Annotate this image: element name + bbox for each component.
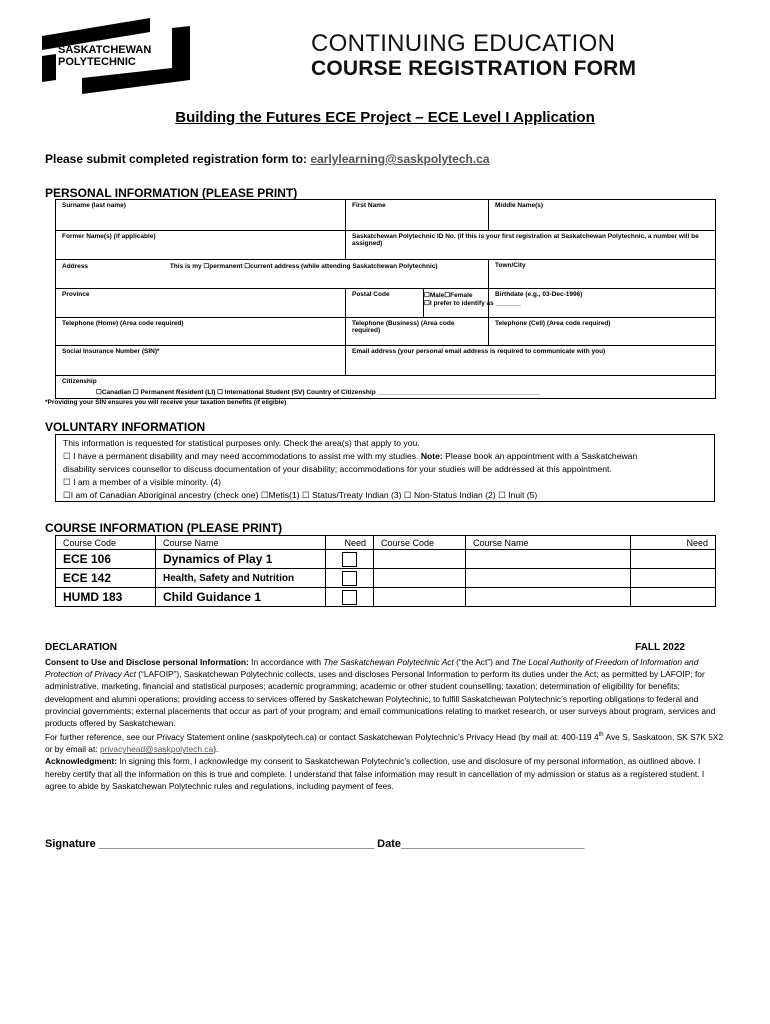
personal-info-heading: PERSONAL INFORMATION (PLEASE PRINT) [45,186,298,200]
header-need: Need [326,536,374,550]
course-info-heading: COURSE INFORMATION (PLEASE PRINT) [45,521,283,535]
address-label: Address [62,263,89,270]
ordinal-suffix: th [598,732,604,739]
course-table [55,535,716,607]
voluntary-intro: This information is requested for statistical purposes only. Check the area(s) that apply to you. [63,438,420,448]
gender-self-identify[interactable]: ☐I prefer to identify as _______ [424,300,521,307]
header-course-name-2: Course Name [466,536,631,550]
submit-instructions [45,152,490,166]
disability-option[interactable] [63,450,707,463]
course-name-2[interactable] [466,569,631,588]
citizenship-options[interactable]: ☐Canadian ☐ Permanent Resident (LI) ☐ International Student (SV) Country of Citizenship _____________________________________________ [96,389,541,396]
postal-code-field[interactable]: Postal Code [346,289,424,318]
course-code: ECE 142 [56,569,156,588]
gender-field[interactable] [424,289,521,318]
header-course-code: Course Code [56,536,156,550]
email-field[interactable]: Email address (your personal email address is required to communicate with you) [346,346,716,376]
citizenship-field[interactable] [56,376,716,399]
sin-field[interactable]: Social Insurance Number (SIN)* [56,346,346,376]
act-name: The Saskatchewan Polytechnic Act [323,657,454,667]
table-row [56,550,716,569]
header-course-code-2: Course Code [374,536,466,550]
declaration-header [45,642,685,653]
visible-minority-option[interactable]: ☐ I am a member of a visible minority. (4) [63,477,221,487]
course-name: Health, Safety and Nutrition [156,569,326,588]
course-code-2[interactable] [374,588,466,607]
first-name-field[interactable]: First Name [346,200,489,231]
consent-text: In accordance with [248,657,324,667]
disability-note-continued: disability services counsellor to discuss documentation of your disability; accommodations for your studies will be addressed at this appointment. [63,464,612,474]
surname-field[interactable]: Surname (last name) [56,200,346,231]
town-field[interactable]: Town/City [489,260,716,289]
course-name-2[interactable] [466,550,631,569]
table-row [56,569,716,588]
privacy-email-link[interactable]: privacyhead@saskpolytech.ca [99,744,214,755]
saskpolytech-logo [42,18,190,94]
signature-line[interactable]: Signature _____________________________________________ Date______________________________ [45,838,585,850]
need-cell [326,550,374,569]
further-reference-text: ). [213,744,219,755]
submit-email-link[interactable]: earlylearning@saskpolytech.ca [310,152,490,166]
middle-names-field[interactable]: Middle Name(s) [489,200,716,231]
personal-info-table [55,199,716,399]
further-reference-text: Ave S, Saskatoon, SK S7K 5X2 or by email at: [45,732,724,755]
student-id-field[interactable]: Saskatchewan Polytechnic ID No. (if this is your first registration at Saskatchewan Polytechnic, a number will be assigned) [346,231,716,260]
disability-note-label: Note: [420,451,443,461]
course-code: ECE 106 [56,550,156,569]
tel-home-field[interactable]: Telephone (Home) (Area code required) [56,318,346,346]
need-cell [326,588,374,607]
disability-text: ☐ I have a permanent disability and may need accommodations to assist me with my studies. [63,451,421,461]
birthdate-field[interactable]: Birthdate (e.g., 03-Dec-1996) [489,289,716,318]
submit-label: Please submit completed registration form to: [45,152,311,166]
declaration-heading: DECLARATION [45,642,118,653]
logo-graphic [42,18,190,94]
tel-business-field[interactable]: Telephone (Business) (Area code required) [346,318,489,346]
address-type-options[interactable]: This is my ☐permanent ☐current address (while attending Saskatchewan Polytechnic) [169,263,438,270]
course-code-2[interactable] [374,569,466,588]
act-name: The Local Authority of Freedom of Information and Protection of Privacy Act [45,657,699,680]
aboriginal-ancestry-options[interactable]: ☐I am of Canadian Aboriginal ancestry (check one) ☐Metis(1) ☐ Status/Treaty Indian (3) ☐ Non-Status Indian (2) ☐ Inuit (5) [63,490,538,500]
logo-line2: POLYTECHNIC [58,56,136,68]
voluntary-info-heading: VOLUNTARY INFORMATION [45,420,206,434]
acknowledgment-label: Acknowledgment: [45,756,118,767]
citizenship-label: Citizenship [62,378,97,385]
province-field[interactable]: Province [56,289,346,318]
declaration-text [45,656,725,792]
need-checkbox[interactable] [342,552,357,567]
header-course-name: Course Name [156,536,326,550]
need-checkbox[interactable] [342,590,357,605]
gender-options[interactable]: ☐Male☐Female [424,292,473,299]
need-2[interactable] [631,550,716,569]
disability-note-text: Please book an appointment with a Saskatchewan [442,451,638,461]
voluntary-info-box [55,434,715,502]
header-subtitle: CONTINUING EDUCATION [311,30,616,57]
course-name-2[interactable] [466,588,631,607]
consent-text: (“the Act”) and [453,657,512,667]
logo-line1: SASKATCHEWAN [58,44,152,56]
tel-cell-field[interactable]: Telephone (Cell) (Area code required) [489,318,716,346]
consent-text: (“LAFOIP”), Saskatchewan Polytechnic collects, uses and discloses Personal Information to perform its duties under the Act; as permitted by LAFOIP; for administrative, marketing, financial and statistical purposes; academic programming; academic or other student counselling; taxation; determination of eligibility for benefits; development and alumni operations; providing access to services offered by Saskatchewan Polytechnic; to fulfill Saskatchewan Polytechnic’s reporting obligations to federal and provincial governments; external placements that occur as part of your program; and email communications relating to market research, or user surveys about program, services and products offered by Saskatchewan. [45,669,716,729]
further-reference-text: For further reference, see our Privacy Statement online (saskpolytech.ca) or contact Saskatchewan Polytechnic’s Privacy Head (by mail at: 400-119 4 [45,732,599,743]
course-code: HUMD 183 [56,588,156,607]
course-code-2[interactable] [374,550,466,569]
former-names-field[interactable]: Former Name(s) (if applicable) [56,231,346,260]
table-row [56,588,716,607]
header-need-2: Need [631,536,716,550]
course-name: Child Guidance 1 [156,588,326,607]
address-field[interactable] [56,260,489,289]
sin-note: *Providing your SIN ensures you will receive your taxation benefits (if eligible) [45,399,287,406]
need-2[interactable] [631,588,716,607]
course-name: Dynamics of Play 1 [156,550,326,569]
term-label: FALL 2022 [635,642,685,653]
page-title: Building the Futures ECE Project – ECE Level I Application [175,109,595,126]
need-checkbox[interactable] [342,571,357,586]
need-2[interactable] [631,569,716,588]
consent-label: Consent to Use and Disclose personal Information: [45,657,249,667]
header-title: COURSE REGISTRATION FORM [311,57,637,80]
acknowledgment-text: In signing this form, I acknowledge my consent to Saskatchewan Polytechnic’s collection, use and disclosure of my personal information, as outlined above. I hereby certify that all the information on this is true and complete. I understand that false information may result in cancellation of my admission or status as a registered student. I agree to abide by Saskatchewan Polytechnic rules and regulations, including payment of fees. [45,756,705,791]
need-cell [326,569,374,588]
